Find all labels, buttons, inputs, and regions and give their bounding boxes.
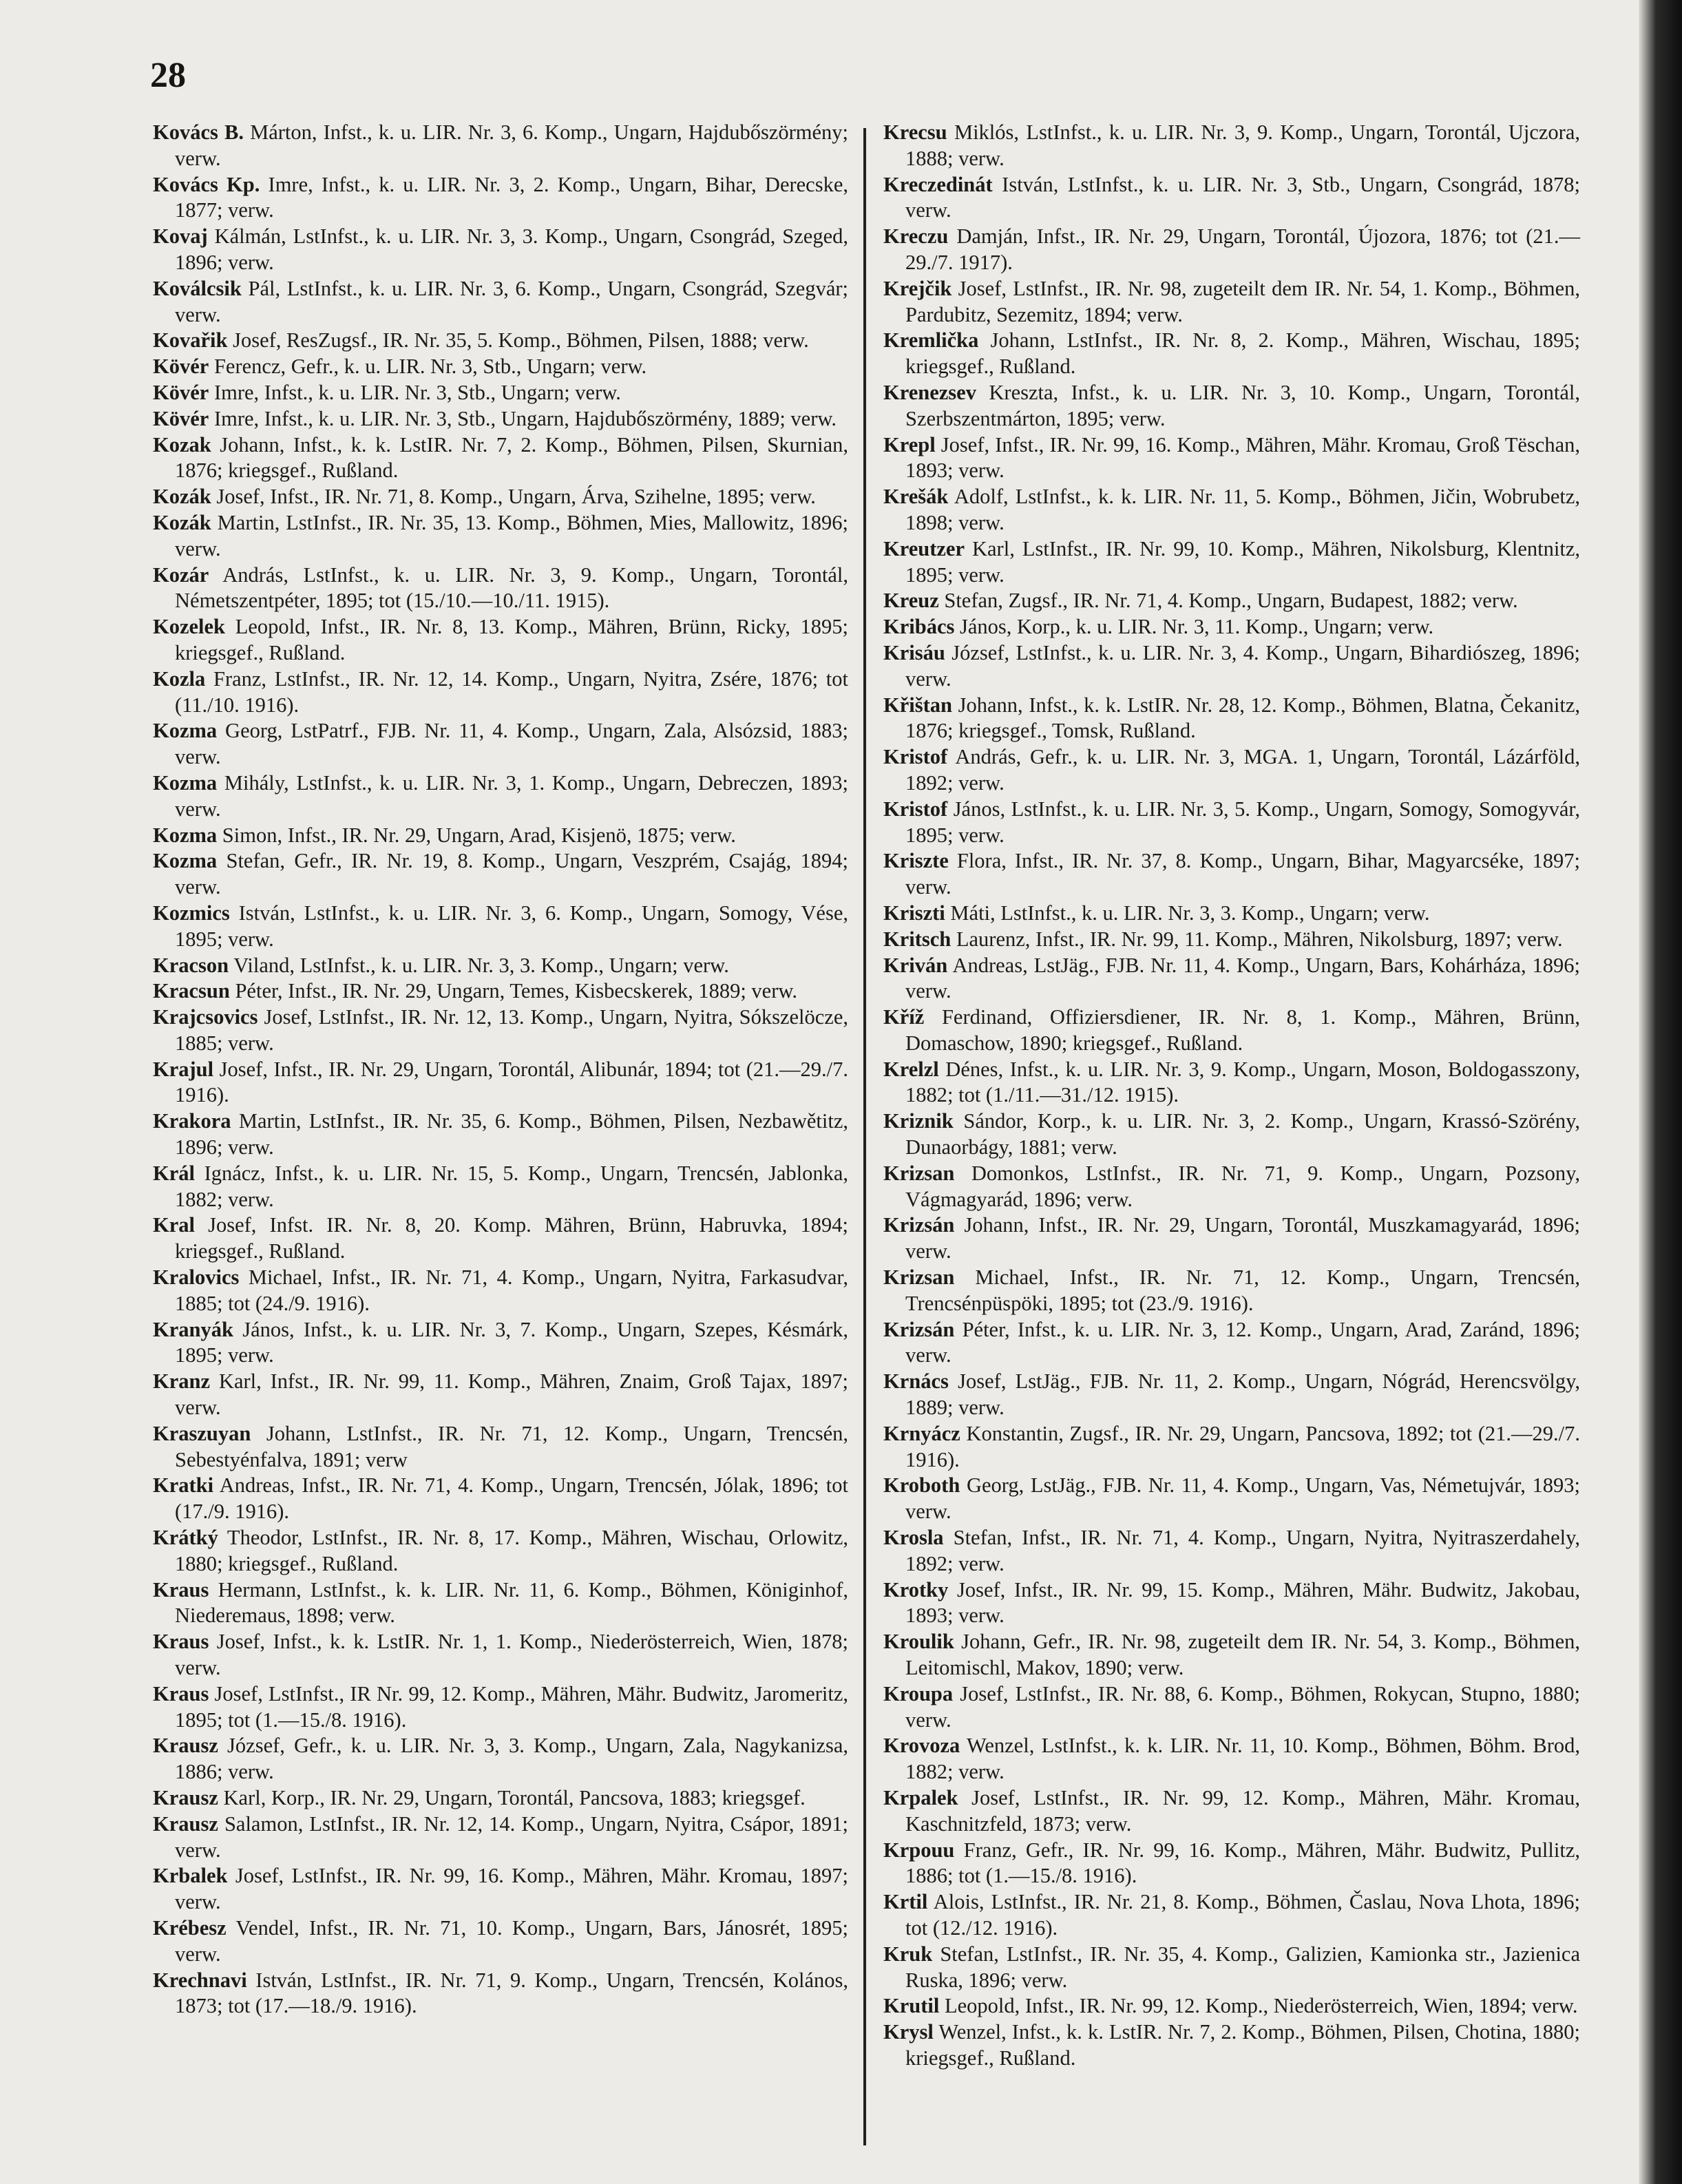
entry-details: Stefan, Zugsf., IR. Nr. 71, 4. Komp., Ungarn, Budapest, 1882; verw. <box>938 589 1518 613</box>
entry-surname: Krepl <box>883 432 936 456</box>
entry-details: Karl, Korp., IR. Nr. 29, Ungarn, Torontál, Pancsova, 1883; kriegsgef. <box>218 1786 806 1809</box>
entry-details: István, LstInfst., k. u. LIR. Nr. 3, Stb., Ungarn, Csongrád, 1878; verw. <box>905 172 1580 222</box>
register-entry <box>153 224 848 276</box>
entry-details: János, Infst., k. u. LIR. Nr. 3, 7. Komp., Ungarn, Szepes, Késmárk, 1895; verw. <box>175 1317 848 1367</box>
entry-surname: Kozár <box>153 563 209 587</box>
entry-surname: Krecsu <box>883 120 947 144</box>
column-divider <box>863 128 866 2145</box>
entry-surname: Krajcsovics <box>153 1005 258 1029</box>
entry-details: Josef, LstInfst., IR. Nr. 12, 13. Komp., Ungarn, Nyitra, Sókszelöcze, 1885; verw. <box>175 1005 848 1055</box>
entry-surname: Kovács Kp. <box>153 172 260 196</box>
entry-surname: Krisáu <box>883 640 945 664</box>
entry-details: Dénes, Infst., k. u. LIR. Nr. 3, 9. Komp., Ungarn, Moson, Boldogasszony, 1882; tot (1./11.—31./12. 1915). <box>905 1057 1580 1107</box>
entry-details: Andreas, LstJäg., FJB. Nr. 11, 4. Komp., Ungarn, Bars, Kohárháza, 1896; verw. <box>905 953 1580 1003</box>
entry-details: Franz, Gefr., IR. Nr. 99, 16. Komp., Mähren, Mähr. Budwitz, Pullitz, 1886; tot (1.—15./8. 1916). <box>905 1838 1580 1888</box>
entry-details: Karl, Infst., IR. Nr. 99, 11. Komp., Mähren, Znaim, Groß Tajax, 1897; verw. <box>175 1369 848 1420</box>
entry-surname: Kövér <box>153 355 209 379</box>
entry-surname: Krausz <box>153 1734 218 1758</box>
register-entry <box>883 120 1580 172</box>
register-entry <box>153 718 848 770</box>
entry-details: Stefan, LstInfst., IR. Nr. 35, 4. Komp., Galizien, Kamionka str., Jazienica Ruska, 1896; verw. <box>905 1942 1580 1992</box>
entry-details: Salamon, LstInfst., IR. Nr. 12, 14. Komp., Ungarn, Nyitra, Csápor, 1891; verw. <box>175 1812 848 1862</box>
register-entry <box>883 1369 1580 1421</box>
entry-details: Josef, LstJäg., FJB. Nr. 11, 2. Komp., Ungarn, Nógrád, Herencsvölgy, 1889; verw. <box>905 1369 1580 1420</box>
entry-details: András, LstInfst., k. u. LIR. Nr. 3, 9. Komp., Ungarn, Torontál, Németszentpéter, 1895; tot (15./10.—10./11. 1915). <box>175 563 848 613</box>
entry-details: Josef, Infst., IR. Nr. 99, 16. Komp., Mähren, Mähr. Kromau, Groß Tëschan, 1893; verw. <box>905 432 1580 483</box>
register-entry <box>883 1265 1580 1317</box>
register-entry <box>883 901 1580 927</box>
entry-surname: Kozak <box>153 432 211 456</box>
entry-surname: Krausz <box>153 1812 218 1836</box>
entry-details: Josef, LstInfst., IR. Nr. 99, 16. Komp., Mähren, Mähr. Kromau, 1897; verw. <box>175 1864 848 1914</box>
entry-surname: Kříž <box>883 1005 925 1029</box>
entry-details: Josef, Infst., IR. Nr. 29, Ungarn, Torontál, Alibunár, 1894; tot (21.—29./7. 1916). <box>175 1057 848 1107</box>
entry-surname: Kritsch <box>883 927 952 951</box>
page-number: 28 <box>150 56 186 95</box>
entry-details: János, Korp., k. u. LIR. Nr. 3, 11. Komp., Ungarn; verw. <box>954 615 1434 639</box>
register-entry <box>883 640 1580 693</box>
entry-details: József, Gefr., k. u. LIR. Nr. 3, 3. Komp., Ungarn, Zala, Nagykanizsa, 1886; verw. <box>175 1734 848 1784</box>
entry-details: Stefan, Infst., IR. Nr. 71, 4. Komp., Ungarn, Nyitra, Nyitraszerdahely, 1892; verw. <box>905 1526 1580 1575</box>
entry-surname: Krešák <box>883 485 949 509</box>
entry-details: Josef, Infst., IR. Nr. 99, 15. Komp., Mähren, Mähr. Budwitz, Jakobau, 1893; verw. <box>905 1577 1580 1628</box>
entry-surname: Kozla <box>153 666 206 691</box>
entry-surname: Krébesz <box>153 1915 227 1940</box>
entry-surname: Kovaj <box>153 224 208 249</box>
register-entry <box>883 2019 1580 2072</box>
entry-details: Péter, Infst., IR. Nr. 29, Ungarn, Temes, Kisbecskerek, 1889; verw. <box>229 979 798 1003</box>
register-entry <box>883 224 1580 276</box>
entry-surname: Krpalek <box>883 1786 958 1809</box>
entry-surname: Kracsun <box>153 979 230 1003</box>
register-entry <box>883 1838 1580 1890</box>
register-entry <box>153 328 848 354</box>
entry-surname: Kozma <box>153 823 218 847</box>
entry-details: Michael, Infst., IR. Nr. 71, 4. Komp., Ungarn, Nyitra, Farkasudvar, 1885; tot (24./9. 1916). <box>175 1266 848 1315</box>
register-entry <box>883 328 1580 380</box>
register-entry <box>883 1993 1580 2019</box>
entry-surname: Krizsan <box>883 1161 955 1185</box>
entry-surname: Krosla <box>883 1526 944 1550</box>
register-entry <box>153 120 848 172</box>
register-entry <box>153 953 848 979</box>
register-entry <box>883 693 1580 745</box>
register-entry <box>153 380 848 406</box>
entry-details: Johann, Infst., k. k. LstIR. Nr. 28, 12. Komp., Böhmen, Blatna, Čekanitz, 1876; kriegsgef., Tomsk, Rußland. <box>905 693 1580 743</box>
entry-details: Josef, LstInfst., IR. Nr. 98, zugeteilt dem IR. Nr. 54, 1. Komp., Böhmen, Pardubitz, Sezemitz, 1894; verw. <box>905 276 1580 326</box>
entry-surname: Kraus <box>153 1630 209 1654</box>
entry-surname: Kovařik <box>153 328 228 353</box>
entry-details: Leopold, Infst., IR. Nr. 99, 12. Komp., Niederösterreich, Wien, 1894; verw. <box>939 1994 1578 2018</box>
entry-surname: Kranz <box>153 1369 211 1394</box>
register-entry <box>153 848 848 901</box>
entry-surname: Kristof <box>883 745 948 769</box>
entry-details: Ferdinand, Offiziersdiener, IR. Nr. 8, 1. Komp., Mähren, Brünn, Domaschow, 1890; kriegsgef., Rußland. <box>905 1005 1580 1055</box>
entry-details: Márton, Infst., k. u. LIR. Nr. 3, 6. Komp., Ungarn, Hajdubőszörmény; verw. <box>175 120 848 170</box>
entry-details: Martin, LstInfst., IR. Nr. 35, 6. Komp., Böhmen, Pilsen, Nezbawětitz, 1896; verw. <box>175 1109 848 1159</box>
entry-details: Imre, Infst., k. u. LIR. Nr. 3, 2. Komp., Ungarn, Bihar, Derecske, 1877; verw. <box>175 172 848 222</box>
entry-surname: Kristof <box>883 797 948 821</box>
entry-details: Leopold, Infst., IR. Nr. 8, 13. Komp., Mähren, Brünn, Ricky, 1895; kriegsgef., Rußland. <box>175 615 848 664</box>
register-entry <box>153 354 848 380</box>
entry-surname: Krausz <box>153 1786 218 1809</box>
register-entry <box>883 1889 1580 1942</box>
entry-details: Johann, Infst., k. k. LstIR. Nr. 7, 2. Komp., Böhmen, Pilsen, Skurnian, 1876; kriegsgef., Rußland. <box>175 432 848 483</box>
entry-details: Ferencz, Gefr., k. u. LIR. Nr. 3, Stb., Ungarn; verw. <box>209 355 647 379</box>
register-entry <box>153 172 848 224</box>
entry-surname: Kribács <box>883 615 955 639</box>
register-entry <box>153 1421 848 1473</box>
entry-surname: Kreutzer <box>883 536 965 560</box>
left-column <box>153 120 848 2019</box>
entry-details: Kreszta, Infst., k. u. LIR. Nr. 3, 10. Komp., Ungarn, Torontál, Szerbszentmárton, 1895; verw. <box>905 380 1580 430</box>
register-entry <box>883 484 1580 536</box>
entry-surname: Kratki <box>153 1473 214 1498</box>
register-entry <box>153 901 848 953</box>
entry-details: Miklós, LstInfst., k. u. LIR. Nr. 3, 9. Komp., Ungarn, Torontál, Ujczora, 1888; verw. <box>905 120 1580 170</box>
register-entry <box>883 276 1580 328</box>
entry-details: Viland, LstInfst., k. u. LIR. Nr. 3, 3. Komp., Ungarn; verw. <box>229 953 729 977</box>
entry-details: János, LstInfst., k. u. LIR. Nr. 3, 5. Komp., Ungarn, Somogy, Somogyvár, 1895; verw. <box>905 797 1580 847</box>
right-column <box>883 120 1580 2072</box>
entry-details: Johann, LstInfst., IR. Nr. 8, 2. Komp., Mähren, Wischau, 1895; kriegsgef., Rußland. <box>905 328 1580 379</box>
entry-details: Michael, Infst., IR. Nr. 71, 12. Komp., Ungarn, Trencsén, Trencsénpüspöki, 1895; tot (23./9. 1916). <box>905 1266 1580 1315</box>
register-entry <box>883 1212 1580 1265</box>
entry-surname: Kral <box>153 1213 195 1237</box>
register-entry <box>153 1005 848 1057</box>
register-entry <box>883 1109 1580 1161</box>
register-entry <box>883 953 1580 1005</box>
entry-details: Alois, LstInfst., IR. Nr. 21, 8. Komp., Böhmen, Časlau, Nova Lhota, 1896; tot (12./12. 1916). <box>905 1890 1580 1940</box>
entry-surname: Krizsán <box>883 1213 955 1237</box>
entry-details: Andreas, Infst., IR. Nr. 71, 4. Komp., Ungarn, Trencsén, Jólak, 1896; tot (17./9. 1916). <box>175 1473 848 1524</box>
entry-details: Simon, Infst., IR. Nr. 29, Ungarn, Arad, Kisjenö, 1875; verw. <box>217 823 736 847</box>
register-entry <box>883 1733 1580 1785</box>
entry-details: Wenzel, LstInfst., k. k. LIR. Nr. 11, 10. Komp., Böhmen, Böhm. Brod, 1882; verw. <box>905 1734 1580 1784</box>
entry-details: Josef, Infst., k. k. LstIR. Nr. 1, 1. Komp., Niederösterreich, Wien, 1878; verw. <box>175 1630 848 1680</box>
entry-details: Imre, Infst., k. u. LIR. Nr. 3, Stb., Ungarn; verw. <box>209 380 621 404</box>
register-entry <box>883 172 1580 224</box>
register-entry <box>153 276 848 328</box>
entry-surname: Krátký <box>153 1526 218 1550</box>
register-entry <box>883 1681 1580 1734</box>
entry-details: Josef, LstInfst., IR. Nr. 88, 6. Komp., Böhmen, Rokycan, Stupno, 1880; verw. <box>905 1681 1580 1732</box>
entry-details: Georg, LstJäg., FJB. Nr. 11, 4. Komp., Ungarn, Vas, Németujvár, 1893; verw. <box>905 1473 1580 1524</box>
register-entry <box>883 1525 1580 1577</box>
entry-details: Johann, Gefr., IR. Nr. 98, zugeteilt dem IR. Nr. 54, 3. Komp., Böhmen, Leitomischl, Makov, 1890; verw. <box>905 1630 1580 1680</box>
entry-surname: Kriszti <box>883 901 945 925</box>
entry-surname: Kövér <box>153 380 209 404</box>
entry-surname: Kranyák <box>153 1317 233 1341</box>
register-entry <box>153 1629 848 1681</box>
entry-details: Johann, LstInfst., IR. Nr. 71, 12. Komp., Ungarn, Trencsén, Sebestyénfalva, 1891; verw <box>175 1421 848 1471</box>
register-entry <box>883 614 1580 640</box>
register-entry <box>153 1968 848 2020</box>
entry-details: Damján, Infst., IR. Nr. 29, Ungarn, Torontál, Újozora, 1876; tot (21.—29./7. 1917). <box>905 224 1580 274</box>
entry-details: Josef, LstInfst., IR Nr. 99, 12. Komp., Mähren, Mähr. Budwitz, Jaromeritz, 1895; tot (1.—15./8. 1916). <box>175 1681 848 1732</box>
entry-surname: Krtil <box>883 1890 928 1914</box>
entry-surname: Kracson <box>153 953 229 977</box>
entry-surname: Kreczedinát <box>883 172 993 196</box>
entry-details: Pál, LstInfst., k. u. LIR. Nr. 3, 6. Komp., Ungarn, Csongrád, Szegvár; verw. <box>175 276 848 326</box>
entry-surname: Křištan <box>883 693 952 717</box>
register-entry <box>153 1473 848 1525</box>
entry-surname: Krpouu <box>883 1838 955 1862</box>
entry-surname: Kralovics <box>153 1266 240 1290</box>
register-entry <box>153 1057 848 1109</box>
entry-surname: Krechnavi <box>153 1968 247 1992</box>
entry-surname: Král <box>153 1161 195 1185</box>
register-entry <box>883 1161 1580 1213</box>
entry-details: Máti, LstInfst., k. u. LIR. Nr. 3, 3. Komp., Ungarn; verw. <box>945 901 1430 925</box>
register-entry <box>883 744 1580 797</box>
entry-surname: Krakora <box>153 1109 231 1133</box>
register-entry <box>883 380 1580 432</box>
entry-surname: Kraus <box>153 1577 209 1602</box>
entry-surname: Kruk <box>883 1942 933 1966</box>
entry-details: Josef, ResZugsf., IR. Nr. 35, 5. Komp., Böhmen, Pilsen, 1888; verw. <box>227 328 809 353</box>
entry-details: István, LstInfst., k. u. LIR. Nr. 3, 6. Komp., Ungarn, Somogy, Vése, 1895; verw. <box>175 901 848 951</box>
entry-surname: Kriznik <box>883 1109 954 1133</box>
register-entry <box>153 770 848 823</box>
register-entry <box>153 1109 848 1161</box>
entry-surname: Krnács <box>883 1369 949 1394</box>
entry-details: Johann, Infst., IR. Nr. 29, Ungarn, Torontál, Muszkamagyarád, 1896; verw. <box>905 1213 1580 1263</box>
register-entry <box>883 1629 1580 1681</box>
entry-surname: Kriván <box>883 953 948 977</box>
entry-surname: Kovács B. <box>153 120 244 144</box>
register-entry <box>883 1421 1580 1473</box>
register-entry <box>153 666 848 719</box>
register-entry <box>153 484 848 510</box>
register-entry <box>153 1812 848 1864</box>
entry-surname: Kozma <box>153 770 218 795</box>
entry-surname: Kreczu <box>883 224 949 249</box>
entry-surname: Kroulik <box>883 1630 954 1654</box>
entry-surname: Krizsán <box>883 1317 955 1341</box>
entry-surname: Kozák <box>153 485 211 509</box>
entry-details: Flora, Infst., IR. Nr. 37, 8. Komp., Ungarn, Bihar, Magyarcséke, 1897; verw. <box>905 849 1580 899</box>
entry-details: Hermann, LstInfst., k. k. LIR. Nr. 11, 6. Komp., Böhmen, Königinhof, Niederemaus, 1898; verw. <box>175 1577 848 1628</box>
entry-surname: Krovoza <box>883 1734 960 1758</box>
entry-surname: Krbalek <box>153 1864 228 1888</box>
entry-surname: Krelzl <box>883 1057 939 1081</box>
register-entry <box>883 1942 1580 1994</box>
entry-surname: Kozelek <box>153 615 226 639</box>
register-entry <box>153 1785 848 1812</box>
entry-surname: Kozák <box>153 510 211 534</box>
entry-surname: Kriszte <box>883 849 949 873</box>
entry-details: Imre, Infst., k. u. LIR. Nr. 3, Stb., Ungarn, Hajdubőszörmény, 1889; verw. <box>209 406 837 430</box>
register-entry <box>883 1057 1580 1109</box>
register-entry <box>153 432 848 485</box>
register-entry <box>153 614 848 666</box>
entry-surname: Kraus <box>153 1681 209 1705</box>
entry-details: Karl, LstInfst., IR. Nr. 99, 10. Komp., Mähren, Nikolsburg, Klentnitz, 1895; verw. <box>905 536 1580 587</box>
register-entry <box>153 563 848 615</box>
entry-surname: Krajul <box>153 1057 214 1081</box>
register-entry <box>153 1681 848 1734</box>
register-entry <box>153 823 848 849</box>
entry-surname: Krenezsev <box>883 380 976 404</box>
register-entry <box>153 1915 848 1968</box>
entry-surname: Kroupa <box>883 1681 954 1705</box>
entry-details: Domonkos, LstInfst., IR. Nr. 71, 9. Komp., Ungarn, Pozsony, Vágmagyarád, 1896; verw. <box>905 1161 1580 1211</box>
entry-surname: Kreuz <box>883 589 939 613</box>
entry-surname: Kozma <box>153 719 218 743</box>
register-entry <box>883 797 1580 849</box>
entry-details: Vendel, Infst., IR. Nr. 71, 10. Komp., Ungarn, Bars, Jánosrét, 1895; verw. <box>175 1915 848 1966</box>
entry-details: Laurenz, Infst., IR. Nr. 99, 11. Komp., Mähren, Nikolsburg, 1897; verw. <box>951 927 1563 951</box>
entry-surname: Krejčik <box>883 276 952 300</box>
register-entry <box>883 927 1580 953</box>
entry-surname: Kremlička <box>883 328 979 353</box>
register-entry <box>883 1577 1580 1630</box>
entry-details: István, LstInfst., IR. Nr. 71, 9. Komp., Ungarn, Trencsén, Kolános, 1873; tot (17.—18./9. 1916). <box>175 1968 848 2018</box>
register-entry <box>153 510 848 563</box>
register-entry <box>883 536 1580 589</box>
register-entry <box>153 1525 848 1577</box>
entry-surname: Krizsan <box>883 1266 955 1290</box>
register-entry <box>153 1161 848 1213</box>
entry-details: Martin, LstInfst., IR. Nr. 35, 13. Komp., Böhmen, Mies, Mallowitz, 1896; verw. <box>175 510 848 560</box>
entry-surname: Krutil <box>883 1994 940 2018</box>
entry-surname: Krysl <box>883 2020 934 2044</box>
entry-surname: Kozmics <box>153 901 230 925</box>
entry-surname: Kraszuyan <box>153 1421 251 1445</box>
register-entry <box>153 1863 848 1915</box>
entry-details: Konstantin, Zugsf., IR. Nr. 29, Ungarn, Pancsova, 1892; tot (21.—29./7. 1916). <box>905 1421 1580 1471</box>
register-entry <box>883 1005 1580 1057</box>
register-entry <box>883 1785 1580 1838</box>
register-entry <box>883 1473 1580 1525</box>
register-entry <box>153 1317 848 1369</box>
register-entry <box>153 1369 848 1421</box>
entry-details: Ignácz, Infst., k. u. LIR. Nr. 15, 5. Komp., Ungarn, Trencsén, Jablonka, 1882; verw. <box>175 1161 848 1211</box>
register-entry <box>153 1212 848 1265</box>
entry-details: Stefan, Gefr., IR. Nr. 19, 8. Komp., Ungarn, Veszprém, Csajág, 1894; verw. <box>175 849 848 899</box>
entry-surname: Koválcsik <box>153 276 242 300</box>
register-entry <box>153 1577 848 1630</box>
entry-details: Josef, LstInfst., IR. Nr. 99, 12. Komp., Mähren, Mähr. Kromau, Kaschnitzfeld, 1873; verw. <box>905 1786 1580 1836</box>
entry-details: Sándor, Korp., k. u. LIR. Nr. 3, 2. Komp., Ungarn, Krassó-Szörény, Dunaorbágy, 1881; verw. <box>905 1109 1580 1159</box>
entry-details: Georg, LstPatrf., FJB. Nr. 11, 4. Komp., Ungarn, Zala, Alsózsid, 1883; verw. <box>175 719 848 769</box>
entry-details: József, LstInfst., k. u. LIR. Nr. 3, 4. Komp., Ungarn, Bihardiószeg, 1896; verw. <box>905 640 1580 691</box>
register-entry <box>153 1733 848 1785</box>
entry-details: Mihály, LstInfst., k. u. LIR. Nr. 3, 1. Komp., Ungarn, Debreczen, 1893; verw. <box>175 770 848 821</box>
entry-details: Josef, Infst. IR. Nr. 8, 20. Komp. Mähren, Brünn, Habruvka, 1894; kriegsgef., Rußland. <box>175 1213 848 1263</box>
register-entry <box>883 432 1580 485</box>
register-entry <box>153 978 848 1005</box>
register-entry <box>883 848 1580 901</box>
entry-details: Adolf, LstInfst., k. k. LIR. Nr. 11, 5. Komp., Böhmen, Jičin, Wobrubetz, 1898; verw. <box>905 485 1580 534</box>
entry-details: Péter, Infst., k. u. LIR. Nr. 3, 12. Komp., Ungarn, Arad, Zaránd, 1896; verw. <box>905 1317 1580 1367</box>
entry-details: Josef, Infst., IR. Nr. 71, 8. Komp., Ungarn, Árva, Szihelne, 1895; verw. <box>211 485 816 509</box>
entry-surname: Krnyácz <box>883 1421 960 1445</box>
entry-surname: Kozma <box>153 849 218 873</box>
entry-surname: Krotky <box>883 1577 949 1602</box>
register-entry <box>153 1265 848 1317</box>
register-entry <box>883 588 1580 614</box>
entry-details: Kálmán, LstInfst., k. u. LIR. Nr. 3, 3. Komp., Ungarn, Csongrád, Szeged, 1896; verw. <box>175 224 848 274</box>
register-entry <box>883 1317 1580 1369</box>
scan-edge <box>1639 0 1682 2184</box>
entry-surname: Kövér <box>153 406 209 430</box>
entry-details: Wenzel, Infst., k. k. LstIR. Nr. 7, 2. Komp., Böhmen, Pilsen, Chotina, 1880; kriegsgef., Rußland. <box>905 2020 1580 2070</box>
entry-details: Theodor, LstInfst., IR. Nr. 8, 17. Komp., Mähren, Wischau, Orlowitz, 1880; kriegsgef., Rußland. <box>175 1526 848 1575</box>
entry-details: Franz, LstInfst., IR. Nr. 12, 14. Komp., Ungarn, Nyitra, Zsére, 1876; tot (11./10. 1916). <box>175 666 848 717</box>
entry-surname: Kroboth <box>883 1473 960 1498</box>
entry-details: András, Gefr., k. u. LIR. Nr. 3, MGA. 1, Ungarn, Torontál, Lázárföld, 1892; verw. <box>905 745 1580 795</box>
register-entry <box>153 406 848 432</box>
